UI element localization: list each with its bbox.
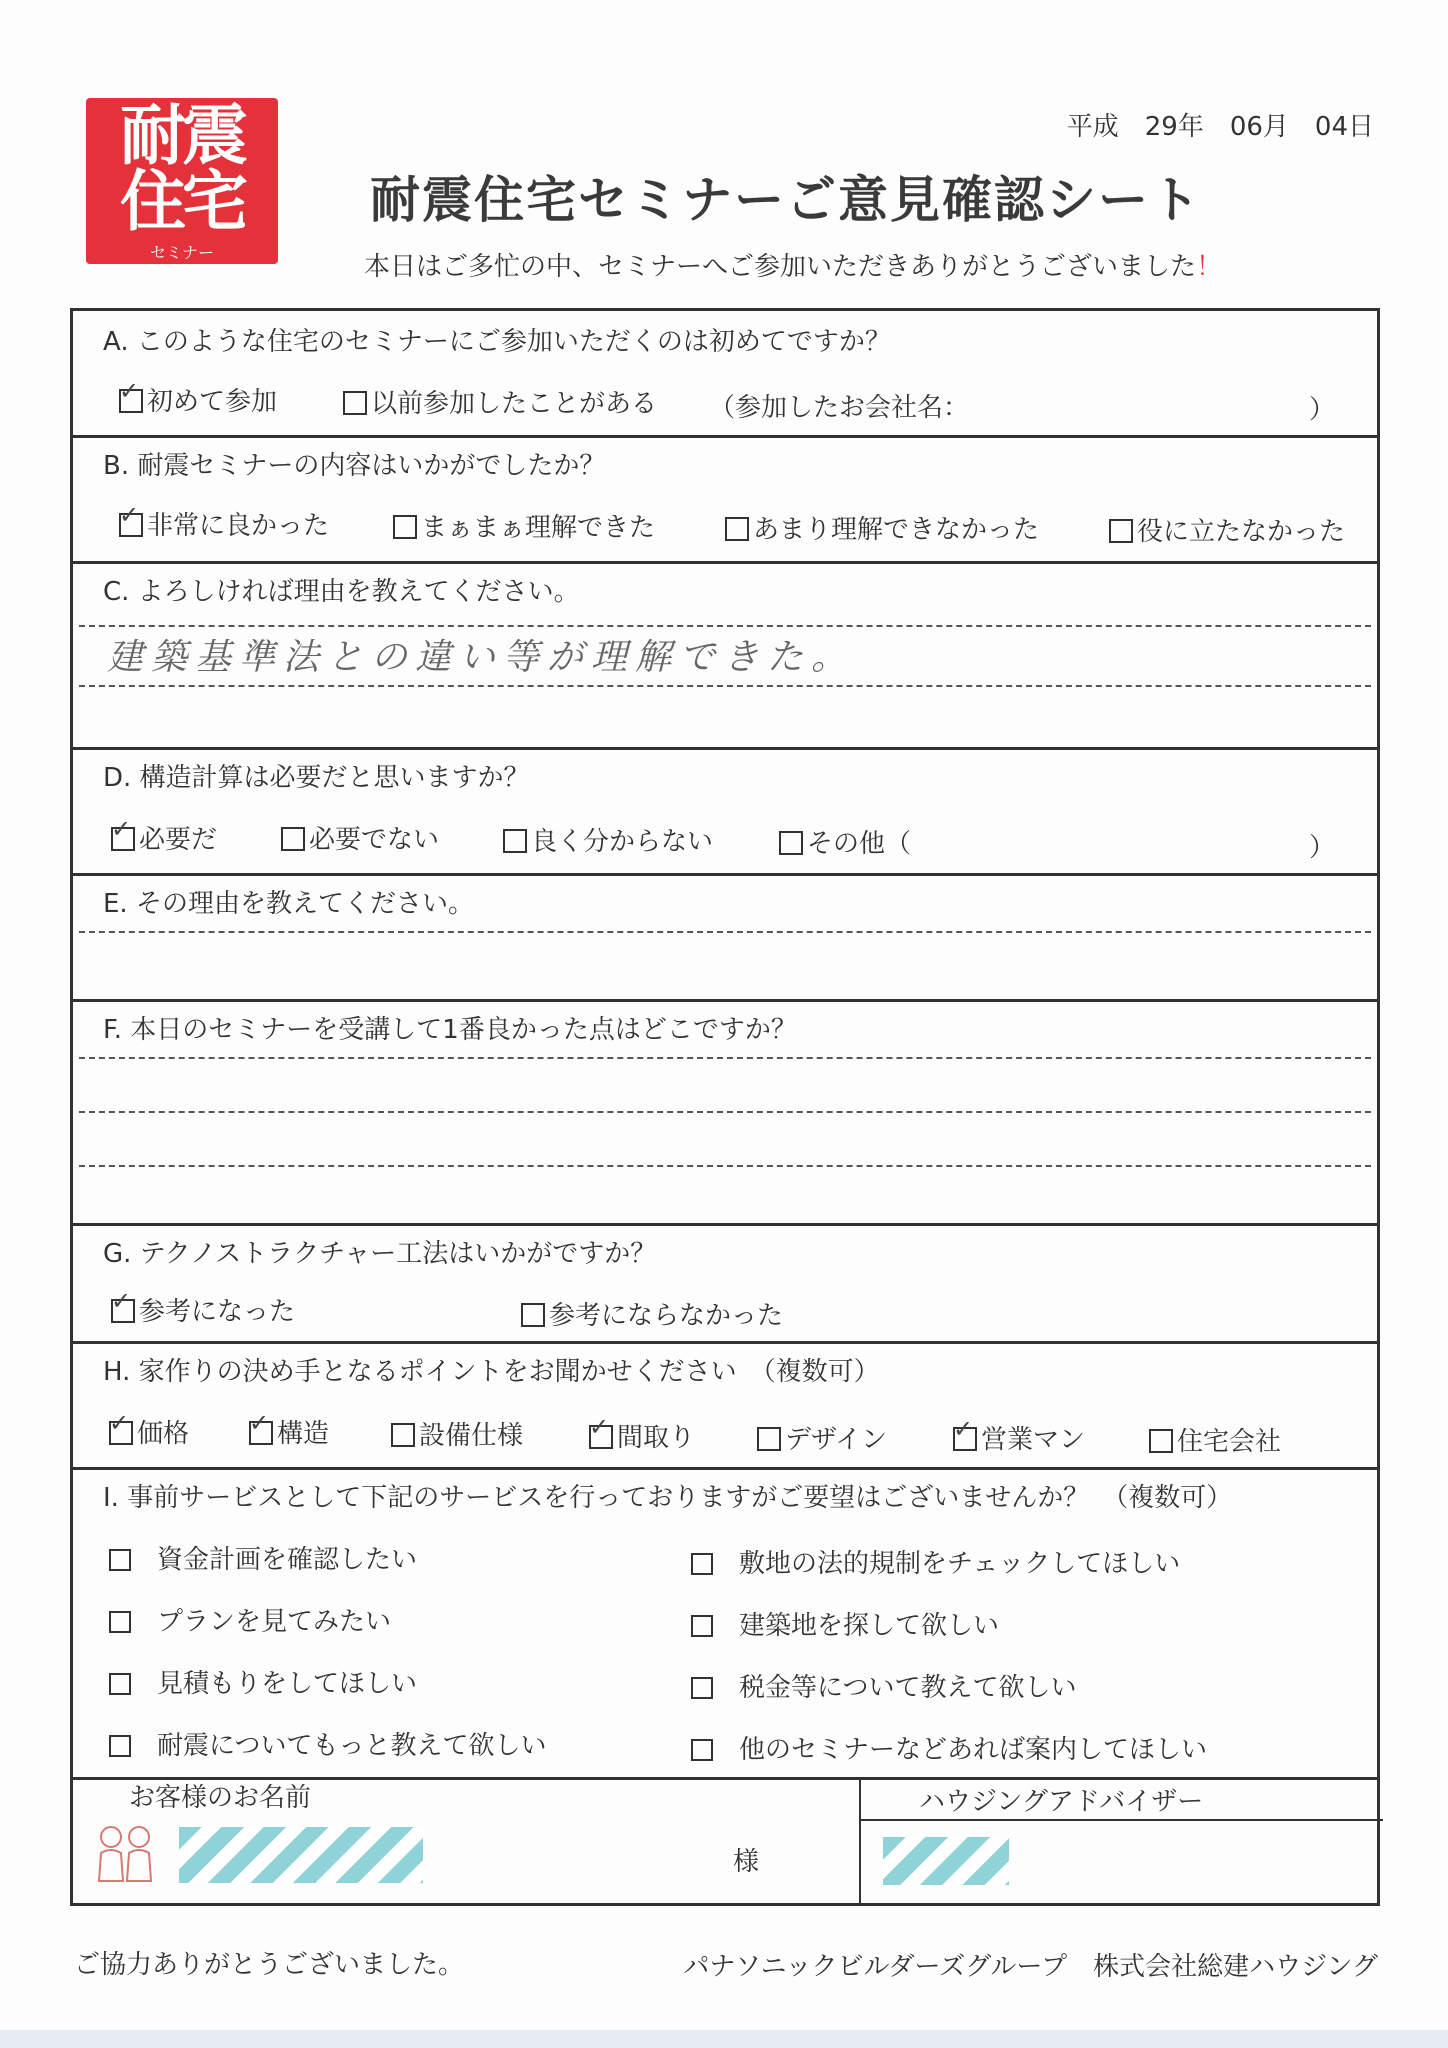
answer-line	[79, 625, 1371, 627]
answer-line	[79, 1111, 1371, 1113]
checkbox[interactable]	[109, 1735, 131, 1757]
checkbox-checked[interactable]	[589, 1425, 613, 1449]
question-h-note: （複数可）	[762, 1357, 880, 1387]
option-d-other[interactable]: その他（	[779, 823, 911, 860]
option-d-unsure[interactable]: 良く分からない	[503, 821, 713, 858]
checkbox[interactable]	[393, 515, 417, 539]
customer-name-suffix: 様	[733, 1847, 760, 1877]
intro-thanks-text: 本日はご多忙の中、セミナーへご参加いただきありがとうございました	[364, 252, 1197, 282]
customer-name-label: お客様のお名前	[129, 1783, 312, 1813]
question-d: D. 構造計算は必要だと思いますか？	[103, 763, 530, 793]
redacted-advisor-name	[883, 1837, 1009, 1885]
logo-sub: セミナー	[149, 243, 214, 262]
question-e: E. その理由を教えてください。	[103, 889, 474, 919]
checkbox-checked[interactable]	[109, 1421, 133, 1445]
checkbox[interactable]	[725, 517, 749, 541]
advisor-label: ハウジングアドバイザー	[919, 1787, 1204, 1817]
option-h-equipment[interactable]: 設備仕様	[391, 1415, 523, 1452]
footer-group: パナソニックビルダーズグループ	[683, 1952, 1068, 1982]
checkbox[interactable]	[1149, 1429, 1173, 1453]
redacted-customer-name	[179, 1827, 423, 1883]
checkbox[interactable]	[281, 827, 305, 851]
logo-line2: 住宅	[120, 163, 244, 240]
checkbox[interactable]	[1109, 519, 1133, 543]
checkbox-checked[interactable]	[953, 1427, 977, 1451]
form-date: 平成 29年 06月 04日	[1066, 112, 1374, 142]
service-funding[interactable]: 資金計画を確認したい	[109, 1539, 417, 1576]
option-h-price[interactable]: ✓価格	[109, 1413, 189, 1450]
question-g: G. テクノストラクチャー工法はいかがですか？	[103, 1239, 657, 1269]
other-close: ）	[1309, 833, 1336, 863]
answer-line	[79, 1165, 1371, 1167]
divider	[73, 1341, 1377, 1344]
answer-line	[79, 1057, 1371, 1059]
service-plan[interactable]: プランを見てみたい	[109, 1601, 391, 1638]
option-b-not-much[interactable]: あまり理解できなかった	[725, 509, 1039, 546]
option-b-very-good[interactable]: ✓非常に良かった	[119, 505, 329, 542]
footer-thanks: ご協力ありがとうございました。	[74, 1950, 465, 1980]
question-h: H. 家作りの決め手となるポイントをお聞かせください （複数可）	[103, 1357, 880, 1387]
divider	[73, 999, 1377, 1002]
option-g-helpful[interactable]: ✓参考になった	[111, 1291, 295, 1328]
checkbox[interactable]	[109, 1611, 131, 1633]
option-b-not-useful[interactable]: 役に立たなかった	[1109, 511, 1345, 548]
service-estimate[interactable]: 見積もりをしてほしい	[109, 1663, 417, 1700]
footer-company	[683, 1946, 1378, 1983]
option-g-not-helpful[interactable]: 参考にならなかった	[521, 1295, 783, 1332]
option-h-salesperson[interactable]: ✓ 営業マン	[953, 1419, 1085, 1456]
checkbox[interactable]	[757, 1427, 781, 1451]
checkbox[interactable]	[691, 1553, 713, 1575]
checkbox[interactable]	[691, 1739, 713, 1761]
service-find-land[interactable]: 建築地を探して欲しい	[691, 1605, 999, 1642]
handwritten-answer-c[interactable]: 建築基準法との違い等が理解できた。	[107, 637, 856, 678]
question-f: F. 本日のセミナーを受講して1番良かった点はどこですか？	[103, 1015, 797, 1045]
page-title: 耐震住宅セミナーご意見確認シート	[370, 171, 1202, 229]
intro-thanks-mark: ！	[1196, 252, 1223, 282]
company-name-label: （参加したお会社名：	[709, 393, 970, 423]
question-c: C. よろしければ理由を教えてください。	[103, 577, 580, 607]
question-a: A. このような住宅のセミナーにご参加いただくのは初めてですか？	[103, 327, 891, 357]
divider	[73, 435, 1377, 438]
checkbox-checked[interactable]	[111, 1299, 135, 1323]
checkbox-checked[interactable]	[119, 389, 143, 413]
answer-line	[79, 931, 1371, 933]
name-divider	[859, 1777, 861, 1906]
checkbox-checked[interactable]	[249, 1421, 273, 1445]
option-h-structure[interactable]: ✓ 構造	[249, 1413, 329, 1450]
checkbox[interactable]	[779, 831, 803, 855]
checkbox[interactable]	[109, 1673, 131, 1695]
option-a-previous[interactable]: 以前参加したことがある	[343, 383, 657, 420]
option-b-somewhat[interactable]: まぁまぁ理解できた	[393, 507, 655, 544]
option-h-floor-plan[interactable]: ✓ 間取り	[589, 1417, 695, 1454]
checkbox-checked[interactable]	[111, 827, 135, 851]
company-name-close: ）	[1309, 395, 1336, 425]
intro-thanks	[364, 246, 1222, 283]
service-tax[interactable]: 税金等について教えて欲しい	[691, 1667, 1076, 1704]
checkbox[interactable]	[503, 829, 527, 853]
customer-couple-icon	[91, 1819, 161, 1891]
divider	[73, 873, 1377, 876]
option-h-design[interactable]: デザイン	[757, 1419, 887, 1456]
divider	[73, 1223, 1377, 1226]
checkbox[interactable]	[391, 1423, 415, 1447]
divider	[859, 1819, 1383, 1821]
divider	[73, 1467, 1377, 1470]
answer-line	[79, 685, 1371, 687]
service-earthquake[interactable]: 耐震についてもっと教えて欲しい	[109, 1725, 546, 1762]
scan-edge	[0, 2030, 1448, 2048]
service-other-seminar[interactable]: 他のセミナーなどあれば案内してほしい	[691, 1729, 1207, 1766]
question-i-note: （複数可）	[1115, 1483, 1233, 1513]
survey-form	[70, 308, 1380, 1906]
logo-line1: 耐震	[120, 97, 244, 174]
seminar-logo	[86, 98, 278, 264]
checkbox[interactable]	[109, 1549, 131, 1571]
service-land-regulation[interactable]: 敷地の法的規制をチェックしてほしい	[691, 1543, 1180, 1580]
option-d-not-necessary[interactable]: 必要でない	[281, 819, 439, 856]
checkbox[interactable]	[521, 1303, 545, 1327]
option-h-company[interactable]: 住宅会社	[1149, 1421, 1281, 1458]
footer-company-name: 株式会社総建ハウジング	[1093, 1952, 1378, 1982]
checkbox[interactable]	[691, 1615, 713, 1637]
checkbox-checked[interactable]	[119, 513, 143, 537]
checkbox[interactable]	[691, 1677, 713, 1699]
option-a-first-time[interactable]: ✓初めて参加	[119, 381, 277, 418]
divider	[73, 747, 1377, 750]
checkbox[interactable]	[343, 391, 367, 415]
question-b: B. 耐震セミナーの内容はいかがでしたか？	[103, 451, 606, 481]
option-d-necessary[interactable]: ✓必要だ	[111, 819, 217, 856]
question-i: I. 事前サービスとして下記のサービスを行っておりますがご要望はございませんか？ （複数可）	[103, 1483, 1233, 1513]
divider	[73, 561, 1377, 564]
